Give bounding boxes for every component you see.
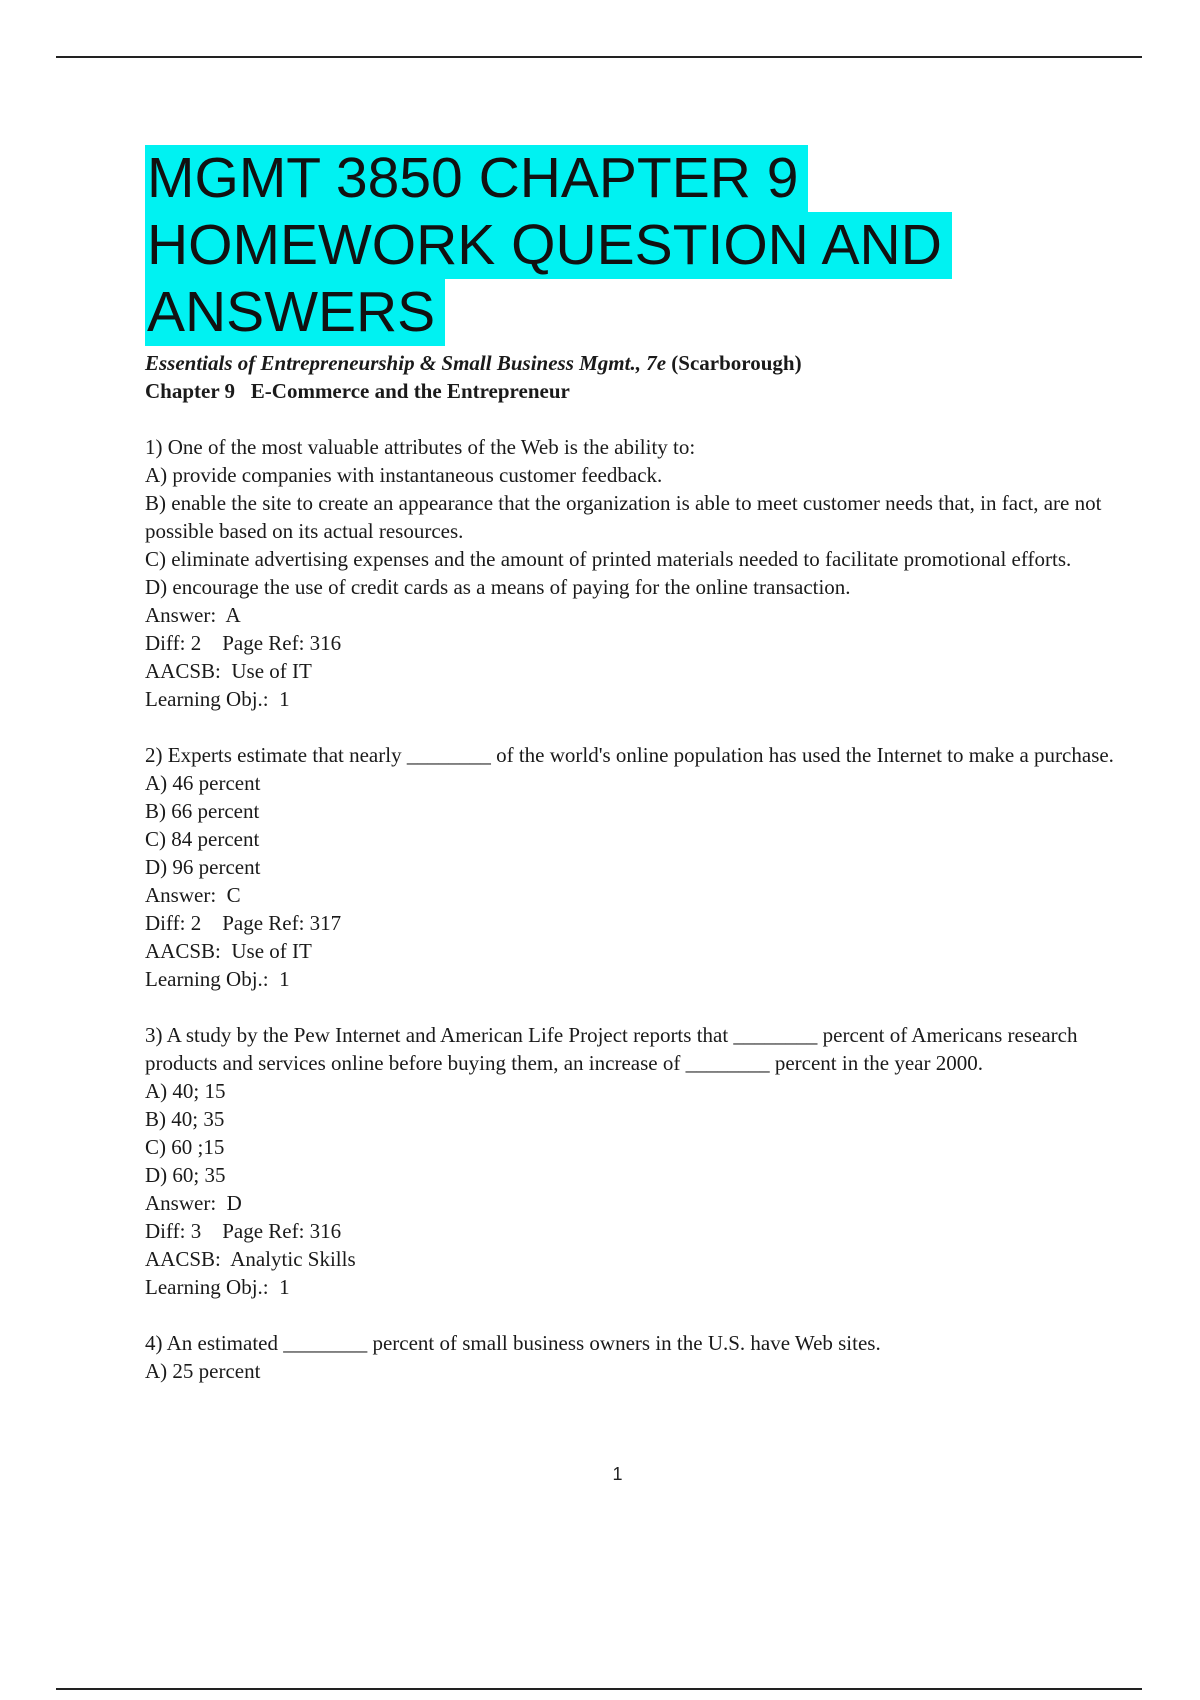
aacsb: AACSB: Use of IT xyxy=(145,659,312,683)
question-stem: 3) A study by the Pew Internet and American Life Project reports that ________ percent of Americans research products and services online before buying them, an increase of ________ percent in the year 2000. xyxy=(145,1023,1078,1075)
question-2 xyxy=(145,741,1145,993)
book-title: Essentials of Entrepreneurship & Small Business Mgmt., 7e xyxy=(145,351,667,375)
top-rule xyxy=(56,56,1142,58)
page-number: 1 xyxy=(612,1464,623,1484)
answer: Answer: A xyxy=(145,603,241,627)
learning-objective: Learning Obj.: 1 xyxy=(145,1275,290,1299)
question-stem: 2) Experts estimate that nearly ________ of the world's online population has used the Internet to make a purchase. xyxy=(145,743,1114,767)
question-stem: 4) An estimated ________ percent of small business owners in the U.S. have Web sites. xyxy=(145,1331,881,1355)
option-c: C) 60 ;15 xyxy=(145,1135,225,1159)
aacsb: AACSB: Analytic Skills xyxy=(145,1247,356,1271)
book-reference xyxy=(145,349,1145,377)
answer: Answer: C xyxy=(145,883,241,907)
question-3 xyxy=(145,1021,1145,1301)
difficulty-page-ref: Diff: 2 Page Ref: 317 xyxy=(145,911,342,935)
learning-objective: Learning Obj.: 1 xyxy=(145,687,290,711)
option-a: A) 46 percent xyxy=(145,771,261,795)
learning-objective: Learning Obj.: 1 xyxy=(145,967,290,991)
title-line-3: ANSWERS xyxy=(145,279,445,346)
question-1 xyxy=(145,433,1145,713)
option-c: C) 84 percent xyxy=(145,827,260,851)
option-b: B) enable the site to create an appearance that the organization is able to meet customer needs that, in fact, are not possible based on its actual resources. xyxy=(145,491,1102,543)
option-d: D) 96 percent xyxy=(145,855,261,879)
bottom-rule xyxy=(56,1688,1142,1690)
option-a: A) provide companies with instantaneous customer feedback. xyxy=(145,463,663,487)
document-body xyxy=(145,145,1145,1385)
option-b: B) 66 percent xyxy=(145,799,260,823)
chapter-heading: Chapter 9 E-Commerce and the Entrepreneur xyxy=(145,379,570,403)
answer: Answer: D xyxy=(145,1191,242,1215)
difficulty-page-ref: Diff: 2 Page Ref: 316 xyxy=(145,631,342,655)
aacsb: AACSB: Use of IT xyxy=(145,939,312,963)
document-title xyxy=(145,145,1145,346)
title-line-2: HOMEWORK QUESTION AND xyxy=(145,212,952,279)
book-author: (Scarborough) xyxy=(666,351,802,375)
title-line-1: MGMT 3850 CHAPTER 9 xyxy=(145,145,808,212)
option-a: A) 40; 15 xyxy=(145,1079,226,1103)
option-d: D) 60; 35 xyxy=(145,1163,226,1187)
option-c: C) eliminate advertising expenses and the amount of printed materials needed to facilitate promotional efforts. xyxy=(145,547,1072,571)
question-stem: 1) One of the most valuable attributes of the Web is the ability to: xyxy=(145,435,696,459)
difficulty-page-ref: Diff: 3 Page Ref: 316 xyxy=(145,1219,342,1243)
option-d: D) encourage the use of credit cards as a means of paying for the online transaction. xyxy=(145,575,851,599)
option-b: B) 40; 35 xyxy=(145,1107,225,1131)
question-4 xyxy=(145,1329,1145,1385)
option-a: A) 25 percent xyxy=(145,1359,261,1383)
